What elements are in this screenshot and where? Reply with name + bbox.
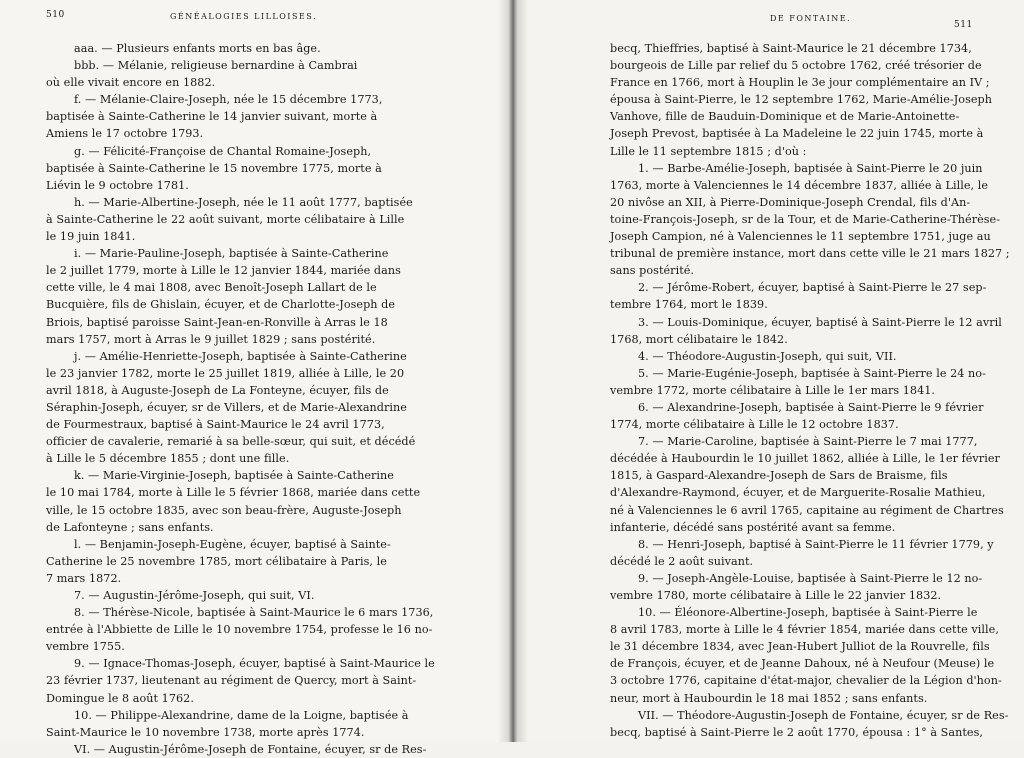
text-line: 23 février 1737, lieutenant au régiment de Quercy, mort à Saint- <box>46 674 417 688</box>
text-line: VII. — Théodore-Augustin-Joseph de Fontaine, écuyer, sr de Res- <box>638 708 1009 722</box>
text-line: Domingue le 8 août 1762. <box>46 691 194 705</box>
text-line: épousa à Saint-Pierre, le 12 septembre 1762, Marie-Amélie-Joseph <box>610 93 992 107</box>
text-line: le 31 décembre 1834, avec Jean-Hubert Julliot de la Rouvrelle, fils <box>610 640 990 654</box>
text-line: h. — Marie-Albertine-Joseph, née le 11 août 1777, baptisée <box>74 195 413 209</box>
text-line: 1. — Barbe-Amélie-Joseph, baptisée à Saint-Pierre le 20 juin <box>638 161 983 175</box>
text-line: becq, Thieffries, baptisé à Saint-Maurice le 21 décembre 1734, <box>610 42 972 55</box>
text-line: l. — Benjamin-Joseph-Eugène, écuyer, baptisé à Sainte- <box>74 537 391 551</box>
text-line: 2. — Jérôme-Robert, écuyer, baptisé à Saint-Pierre le 27 sep- <box>638 281 987 295</box>
text-line: vembre 1772, morte célibataire à Lille le 1er mars 1841. <box>610 383 936 397</box>
text-line: k. — Marie-Virginie-Joseph, baptisée à Sainte-Catherine <box>74 469 394 483</box>
text-line: 3 octobre 1776, capitaine d'état-major, chevalier de la Légion d'hon- <box>610 674 1002 688</box>
text-line: baptisée à Sainte-Catherine le 15 novembre 1775, morte à <box>46 161 382 175</box>
text-line: Joseph Campion, né à Valenciennes le 11 septembre 1751, juge au <box>610 230 991 244</box>
text-line: sans postérité. <box>610 264 695 278</box>
text-line: 7. — Augustin-Jérôme-Joseph, qui suit, VI. <box>74 589 315 602</box>
text-line: Séraphin-Joseph, écuyer, sr de Villers, et de Marie-Alexandrine <box>46 400 407 414</box>
text-line: j. — Amélie-Henriette-Joseph, baptisée à Sainte-Catherine <box>74 349 407 363</box>
book-gutter <box>498 0 528 742</box>
text-line: Amiens le 17 octobre 1793. <box>46 127 204 141</box>
right-page <box>512 0 1024 742</box>
text-line: le 23 janvier 1782, morte le 25 juillet 1819, alliée à Lille, le 20 <box>46 366 405 380</box>
text-line: de François, écuyer, et de Jeanne Dahoux, né à Neufour (Meuse) le <box>610 657 995 671</box>
text-line: 10. — Philippe-Alexandrine, dame de la Loigne, baptisée à <box>74 708 409 722</box>
text-line: tribunal de première instance, mort dans cette ville le 21 mars 1827 ; <box>610 247 1010 261</box>
text-line: Catherine le 25 novembre 1785, mort célibataire à Paris, le <box>46 554 387 568</box>
text-line: neur, mort à Haubourdin le 18 mai 1852 ; sans enfants. <box>610 691 928 705</box>
running-head-right: DE FONTAINE. <box>770 14 852 23</box>
left-page <box>0 0 512 756</box>
text-line: né à Valenciennes le 6 avril 1765, capitaine au régiment de Chartres <box>610 503 1004 517</box>
text-line: 6. — Alexandrine-Joseph, baptisée à Saint-Pierre le 9 février <box>638 400 984 414</box>
text-line: 1768, mort célibataire le 1842. <box>610 332 788 346</box>
text-line: tembre 1764, mort le 1839. <box>610 298 768 312</box>
text-line: ville, le 15 octobre 1835, avec son beau-frère, Auguste-Joseph <box>46 503 402 517</box>
text-line: 4. — Théodore-Augustin-Joseph, qui suit, VII. <box>638 349 897 363</box>
page-number-left: 510 <box>46 10 65 20</box>
text-line: de Fourmestraux, baptisé à Saint-Maurice le 24 avril 1773, <box>46 418 385 432</box>
text-line: 9. — Ignace-Thomas-Joseph, écuyer, baptisé à Saint-Maurice le <box>74 657 435 671</box>
text-line: à Lille le 5 décembre 1855 ; dont une fille. <box>46 452 290 466</box>
text-line: décédé le 2 août suivant. <box>610 554 754 568</box>
text-line: cette ville, le 4 mai 1808, avec Benoît-Joseph Lallart de le <box>46 281 377 295</box>
text-line: 9. — Joseph-Angèle-Louise, baptisée à Saint-Pierre le 12 no- <box>638 571 983 585</box>
text-line: VI. — Augustin-Jérôme-Joseph de Fontaine, écuyer, sr de Res- <box>74 742 427 756</box>
text-line: vembre 1755. <box>46 640 125 654</box>
text-line: Joseph Prevost, baptisée à La Madeleine le 22 juin 1745, morte à <box>610 127 984 141</box>
text-line: 10. — Éléonore-Albertine-Joseph, baptisée à Saint-Pierre le <box>638 606 978 620</box>
text-line: Liévin le 9 octobre 1781. <box>46 178 189 192</box>
text-line: mars 1757, mort à Arras le 9 juillet 1829 ; sans postérité. <box>46 332 376 346</box>
text-line: 8 avril 1783, morte à Lille le 4 février 1854, mariée dans cette ville, <box>610 623 999 637</box>
text-line: officier de cavalerie, remarié à sa belle-sœur, qui suit, et décédé <box>46 435 416 449</box>
text-line: Bucquière, fils de Ghislain, écuyer, et de Charlotte-Joseph de <box>46 298 396 312</box>
text-line: 20 nivôse an XII, à Pierre-Dominique-Joseph Crendal, fils d'An- <box>610 195 971 209</box>
text-line: où elle vivait encore en 1882. <box>46 76 216 90</box>
text-line: bbb. — Mélanie, religieuse bernardine à Cambrai <box>74 59 358 73</box>
text-line: 8. — Henri-Joseph, baptisé à Saint-Pierre le 11 février 1779, y <box>638 537 994 551</box>
text-line: 8. — Thérèse-Nicole, baptisée à Saint-Maurice le 6 mars 1736, <box>74 606 434 620</box>
text-line: d'Alexandre-Raymond, écuyer, et de Marguerite-Rosalie Mathieu, <box>610 486 986 500</box>
text-line: 1774, morte célibataire à Lille le 12 octobre 1837. <box>610 418 899 432</box>
text-line: i. — Marie-Pauline-Joseph, baptisée à Sainte-Catherine <box>74 247 389 261</box>
left-text-column <box>46 40 435 758</box>
text-line: infanterie, décédé sans postérité avant sa femme. <box>610 520 896 534</box>
page-number-right: 511 <box>954 20 973 30</box>
text-line: le 19 juin 1841. <box>46 230 136 244</box>
text-line: le 10 mai 1784, morte à Lille le 5 février 1868, mariée dans cette <box>46 486 421 500</box>
text-line: avril 1818, à Auguste-Joseph de La Fonteyne, écuyer, fils de <box>46 383 389 397</box>
running-head-left: GÉNÉALOGIES LILLOISES. <box>170 12 318 21</box>
text-line: Vanhove, fille de Bauduin-Dominique et de Marie-Antoinette- <box>610 110 960 124</box>
text-line: 5. — Marie-Eugénie-Joseph, baptisée à Saint-Pierre le 24 no- <box>638 366 986 380</box>
text-line: 1763, morte à Valenciennes le 14 décembre 1837, alliée à Lille, le <box>610 178 989 192</box>
text-line: entrée à l'Abbiette de Lille le 10 novembre 1754, professe le 16 no- <box>46 623 433 637</box>
text-line: 1815, à Gaspard-Alexandre-Joseph de Sars de Braisme, fils <box>610 469 948 483</box>
text-line: le 2 juillet 1779, morte à Lille le 12 janvier 1844, mariée dans <box>46 264 401 278</box>
text-line: becq, baptisé à Saint-Pierre le 2 août 1770, épousa : 1° à Santes, <box>610 725 983 739</box>
text-line: bourgeois de Lille par relief du 5 octobre 1762, créé trésorier de <box>610 59 982 73</box>
text-line: toine-François-Joseph, sr de la Tour, et de Marie-Catherine-Thérèse- <box>610 212 1001 226</box>
text-line: de Lafonteyne ; sans enfants. <box>46 520 214 534</box>
text-line: à Sainte-Catherine le 22 août suivant, morte célibataire à Lille <box>46 212 405 226</box>
text-line: France en 1766, mort à Houplin le 3e jour complémentaire an IV ; <box>610 76 990 90</box>
text-line: décédée à Haubourdin le 10 juillet 1862, alliée à Lille, le 1er février <box>610 452 1000 466</box>
text-line: Lille le 11 septembre 1815 ; d'où : <box>610 144 807 158</box>
text-line: Briois, baptisé paroisse Saint-Jean-en-Ronville à Arras le 18 <box>46 315 388 329</box>
text-line: vembre 1780, morte célibataire à Lille le 22 janvier 1832. <box>610 589 942 602</box>
text-line: Saint-Maurice le 10 novembre 1738, morte après 1774. <box>46 725 365 739</box>
text-line: 7 mars 1872. <box>46 571 122 585</box>
text-line: f. — Mélanie-Claire-Joseph, née le 15 décembre 1773, <box>74 93 383 107</box>
right-text-column <box>610 40 1010 741</box>
text-line: aaa. — Plusieurs enfants morts en bas âge. <box>74 42 321 55</box>
text-line: 7. — Marie-Caroline, baptisée à Saint-Pierre le 7 mai 1777, <box>638 435 978 449</box>
text-line: baptisée à Sainte-Catherine le 14 janvier suivant, morte à <box>46 110 378 124</box>
text-line: g. — Félicité-Françoise de Chantal Romaine-Joseph, <box>74 144 372 158</box>
text-line: 3. — Louis-Dominique, écuyer, baptisé à Saint-Pierre le 12 avril <box>638 315 1002 329</box>
